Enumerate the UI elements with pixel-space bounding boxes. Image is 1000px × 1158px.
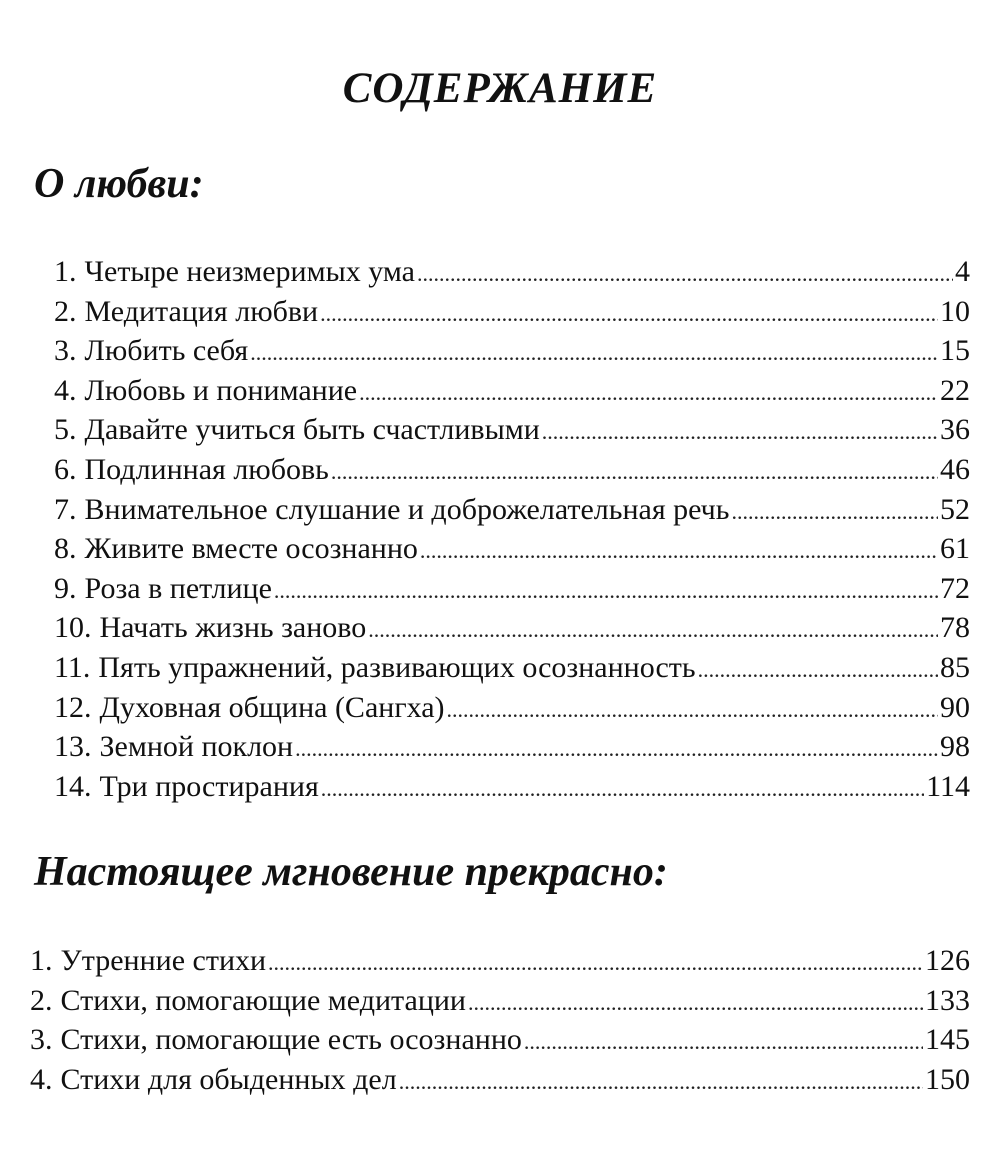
toc-entry-page-number: 126 <box>925 944 970 977</box>
toc-entry-title: Земной поклон <box>99 730 294 764</box>
toc-entry-page-number: 78 <box>940 611 970 645</box>
toc-entry-title: Стихи для обыденных дел <box>60 1062 397 1096</box>
toc-entry-page-number: 52 <box>940 492 970 526</box>
toc-entry-page-number: 36 <box>940 413 970 447</box>
toc-entry <box>54 767 970 807</box>
toc-entry-page-number: 90 <box>940 690 970 724</box>
toc-entry <box>54 331 970 371</box>
toc-entry <box>54 490 970 530</box>
toc-entry-page-number: 10 <box>940 294 970 328</box>
toc-entry-number: 14. <box>54 769 92 803</box>
toc-entry-number: 12. <box>54 690 92 724</box>
toc-entry-title: Четыре неизмеримых ума <box>84 255 415 288</box>
dot-leader <box>359 371 938 413</box>
toc-entry-page-number: 72 <box>940 571 970 605</box>
toc-entry-page-number: 46 <box>940 452 970 486</box>
toc-entry <box>54 688 970 728</box>
dot-leader <box>331 450 938 492</box>
toc-entry-title: Утренние стихи <box>60 944 267 977</box>
toc-entry-title: Три простирания <box>99 769 319 803</box>
toc-entry <box>54 252 970 292</box>
dot-leader <box>468 981 923 1023</box>
toc-entry-number: 4. <box>30 1062 53 1096</box>
toc-entry-page-number: 85 <box>940 650 970 684</box>
toc-entry <box>54 648 970 688</box>
toc-entry-title: Внимательное слушание и доброжелательная речь <box>84 492 730 526</box>
dot-leader <box>420 529 938 571</box>
toc-entry-number: 2. <box>30 983 53 1017</box>
dot-leader <box>320 292 938 334</box>
toc-entry <box>54 450 970 490</box>
toc-entry-title: Подлинная любовь <box>84 452 329 486</box>
section-heading-love: О любви: <box>34 161 204 207</box>
toc-entry-title: Давайте учиться быть счастливыми <box>84 413 540 447</box>
toc-entry-number: 11. <box>54 650 91 684</box>
dot-leader <box>368 608 938 650</box>
toc-entry-title: Стихи, помогающие медитации <box>60 983 466 1017</box>
toc-entry-number: 1. <box>54 255 77 288</box>
toc-list-present-moment <box>30 941 970 1099</box>
toc-entry-title: Стихи, помогающие есть осознанно <box>60 1023 522 1057</box>
dot-leader <box>295 727 938 769</box>
toc-entry-title: Пять упражнений, развивающих осознанность <box>98 650 696 684</box>
toc-entry-page-number: 133 <box>925 983 970 1017</box>
toc-entry-page-number: 22 <box>940 373 970 407</box>
toc-entry <box>30 981 970 1021</box>
dot-leader <box>399 1060 923 1102</box>
toc-entry <box>30 1020 970 1060</box>
page-title: СОДЕРЖАНИЕ <box>342 65 658 112</box>
toc-entry-number: 9. <box>54 571 77 605</box>
dot-leader <box>731 490 938 532</box>
toc-entry-page-number: 15 <box>940 334 970 368</box>
toc-entry-number: 3. <box>54 334 77 368</box>
toc-entry <box>30 941 970 981</box>
toc-entry <box>54 371 970 411</box>
toc-entry-number: 13. <box>54 730 92 764</box>
toc-entry-title: Медитация любви <box>84 294 319 328</box>
toc-entry-page-number: 145 <box>925 1023 970 1057</box>
toc-entry <box>54 529 970 569</box>
dot-leader <box>542 410 938 452</box>
toc-entry-number: 2. <box>54 294 77 328</box>
dot-leader <box>321 767 924 809</box>
toc-entry-title: Начать жизнь заново <box>99 611 367 645</box>
dot-leader <box>250 331 938 373</box>
toc-entry <box>30 1060 970 1100</box>
toc-entry <box>54 727 970 767</box>
toc-entry-page-number: 150 <box>925 1062 970 1096</box>
toc-entry-number: 10. <box>54 611 92 645</box>
toc-entry-number: 7. <box>54 492 77 526</box>
dot-leader <box>447 688 938 730</box>
toc-entry-title: Духовная община (Сангха) <box>99 690 445 724</box>
toc-entry-number: 6. <box>54 452 77 486</box>
toc-entry <box>54 410 970 450</box>
toc-entry-title: Живите вместе осознанно <box>84 532 418 566</box>
toc-entry-page-number: 4 <box>955 255 970 288</box>
toc-entry-number: 1. <box>30 944 53 977</box>
dot-leader <box>698 648 938 690</box>
toc-entry-number: 3. <box>30 1023 53 1057</box>
toc-entry <box>54 292 970 332</box>
toc-entry-title: Любить себя <box>84 334 249 368</box>
toc-entry-number: 8. <box>54 532 77 566</box>
dot-leader <box>268 941 923 983</box>
toc-list-love <box>54 252 970 806</box>
dot-leader <box>524 1020 923 1062</box>
toc-entry-number: 5. <box>54 413 77 447</box>
toc-entry-page-number: 61 <box>940 532 970 566</box>
dot-leader <box>274 569 938 611</box>
section-heading-present-moment: Настоящее мгновение прекрасно: <box>34 849 668 895</box>
toc-entry-page-number: 114 <box>926 769 970 803</box>
toc-entry-page-number: 98 <box>940 730 970 764</box>
toc-entry-title: Любовь и понимание <box>84 373 358 407</box>
toc-entry <box>54 569 970 609</box>
toc-entry-number: 4. <box>54 373 77 407</box>
toc-entry <box>54 608 970 648</box>
dot-leader <box>417 252 953 294</box>
toc-entry-title: Роза в петлице <box>84 571 272 605</box>
